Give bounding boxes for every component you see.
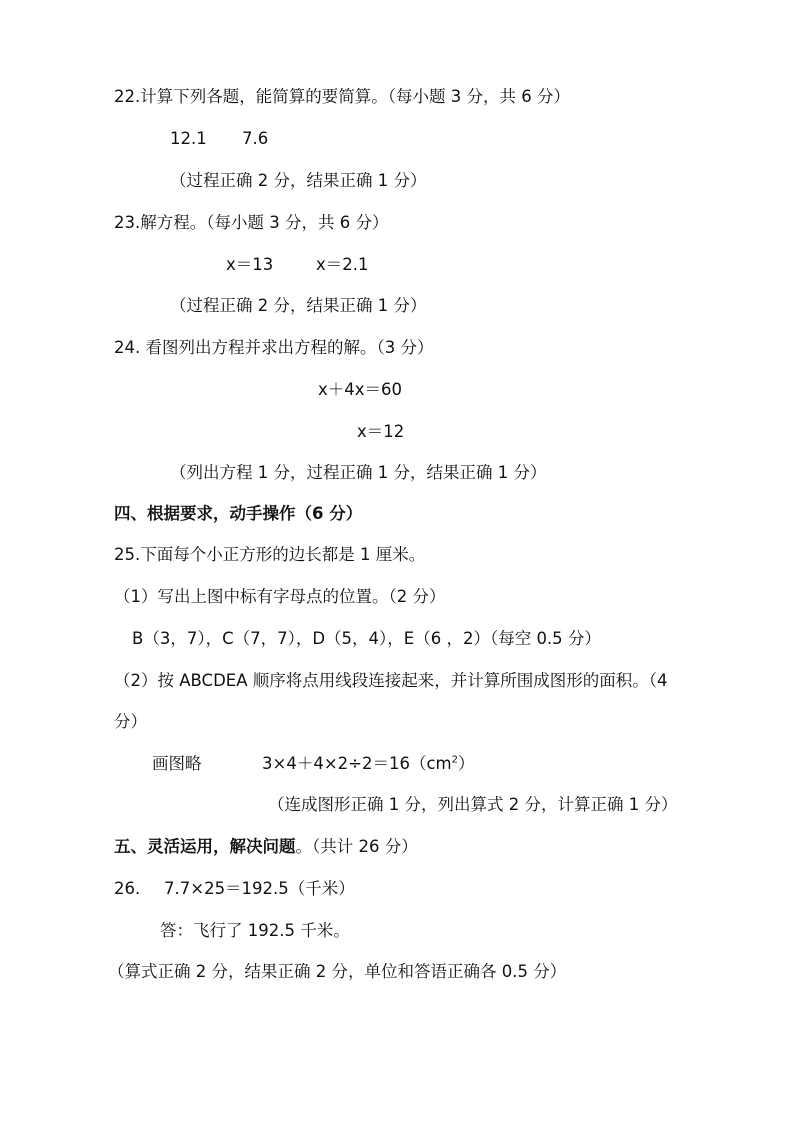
- q26-scoring: （算式正确 2 分，结果正确 2 分，单位和答语正确各 0.5 分）: [108, 962, 567, 981]
- q25-part2-drawing-note: 画图略: [152, 754, 202, 773]
- q24-title: 24. 看图列出方程并求出方程的解。（3 分）: [114, 338, 434, 357]
- q25-part2-formula: [262, 753, 474, 775]
- section5-heading-main: 五、灵活运用，解决问题: [114, 837, 296, 856]
- q24-equation: x＋4x＝60: [318, 380, 403, 399]
- q25-part2-title-line2: 分）: [114, 712, 147, 731]
- section5-heading: [114, 836, 418, 858]
- q24-scoring: （列出方程 1 分，过程正确 1 分，结果正确 1 分）: [170, 463, 547, 482]
- q25-part1-title: （1）写出上图中标有字母点的位置。（2 分）: [114, 587, 446, 606]
- q25-part1-answer: B（3，7），C（7，7），D（5，4），E（6 ，2）（每空 0.5 分）: [132, 629, 601, 648]
- q26-answer: 答：飞行了 192.5 千米。: [160, 921, 350, 940]
- q25-part2-title-line1: （2）按 ABCDEA 顺序将点用线段连接起来，并计算所围成图形的面积。（4: [114, 671, 668, 690]
- q23-scoring: （过程正确 2 分，结果正确 1 分）: [170, 296, 427, 315]
- q25-title: 25.下面每个小正方形的边长都是 1 厘米。: [114, 545, 426, 564]
- q22-title: 22.计算下列各题，能简算的要简算。（每小题 3 分，共 6 分）: [114, 87, 570, 106]
- q23-title: 23.解方程。（每小题 3 分，共 6 分）: [114, 213, 389, 232]
- q25-part2-scoring: （连成图形正确 1 分，列出算式 2 分，计算正确 1 分）: [268, 795, 678, 814]
- q24-solution: x＝12: [357, 422, 405, 441]
- q25-part2-formula-main: 3×4＋4×2÷2＝16（cm: [262, 754, 452, 773]
- section5-heading-tail: 。（共计 26 分）: [295, 837, 418, 856]
- q25-part2-formula-end: ）: [457, 754, 475, 773]
- q25-part2-formula-superscript: 2: [451, 754, 458, 766]
- q22-scoring: （过程正确 2 分，结果正确 1 分）: [170, 171, 427, 190]
- section4-heading: 四、根据要求，动手操作（6 分）: [114, 504, 363, 523]
- q23-answer-1: x＝13: [226, 255, 274, 274]
- q26-formula: 7.7×25＝192.5（千米）: [164, 879, 355, 898]
- q22-answer-1: 12.1: [170, 129, 207, 148]
- q23-answer-2: x＝2.1: [316, 255, 369, 274]
- q26-number: 26.: [114, 879, 141, 898]
- q22-answer-2: 7.6: [242, 129, 269, 148]
